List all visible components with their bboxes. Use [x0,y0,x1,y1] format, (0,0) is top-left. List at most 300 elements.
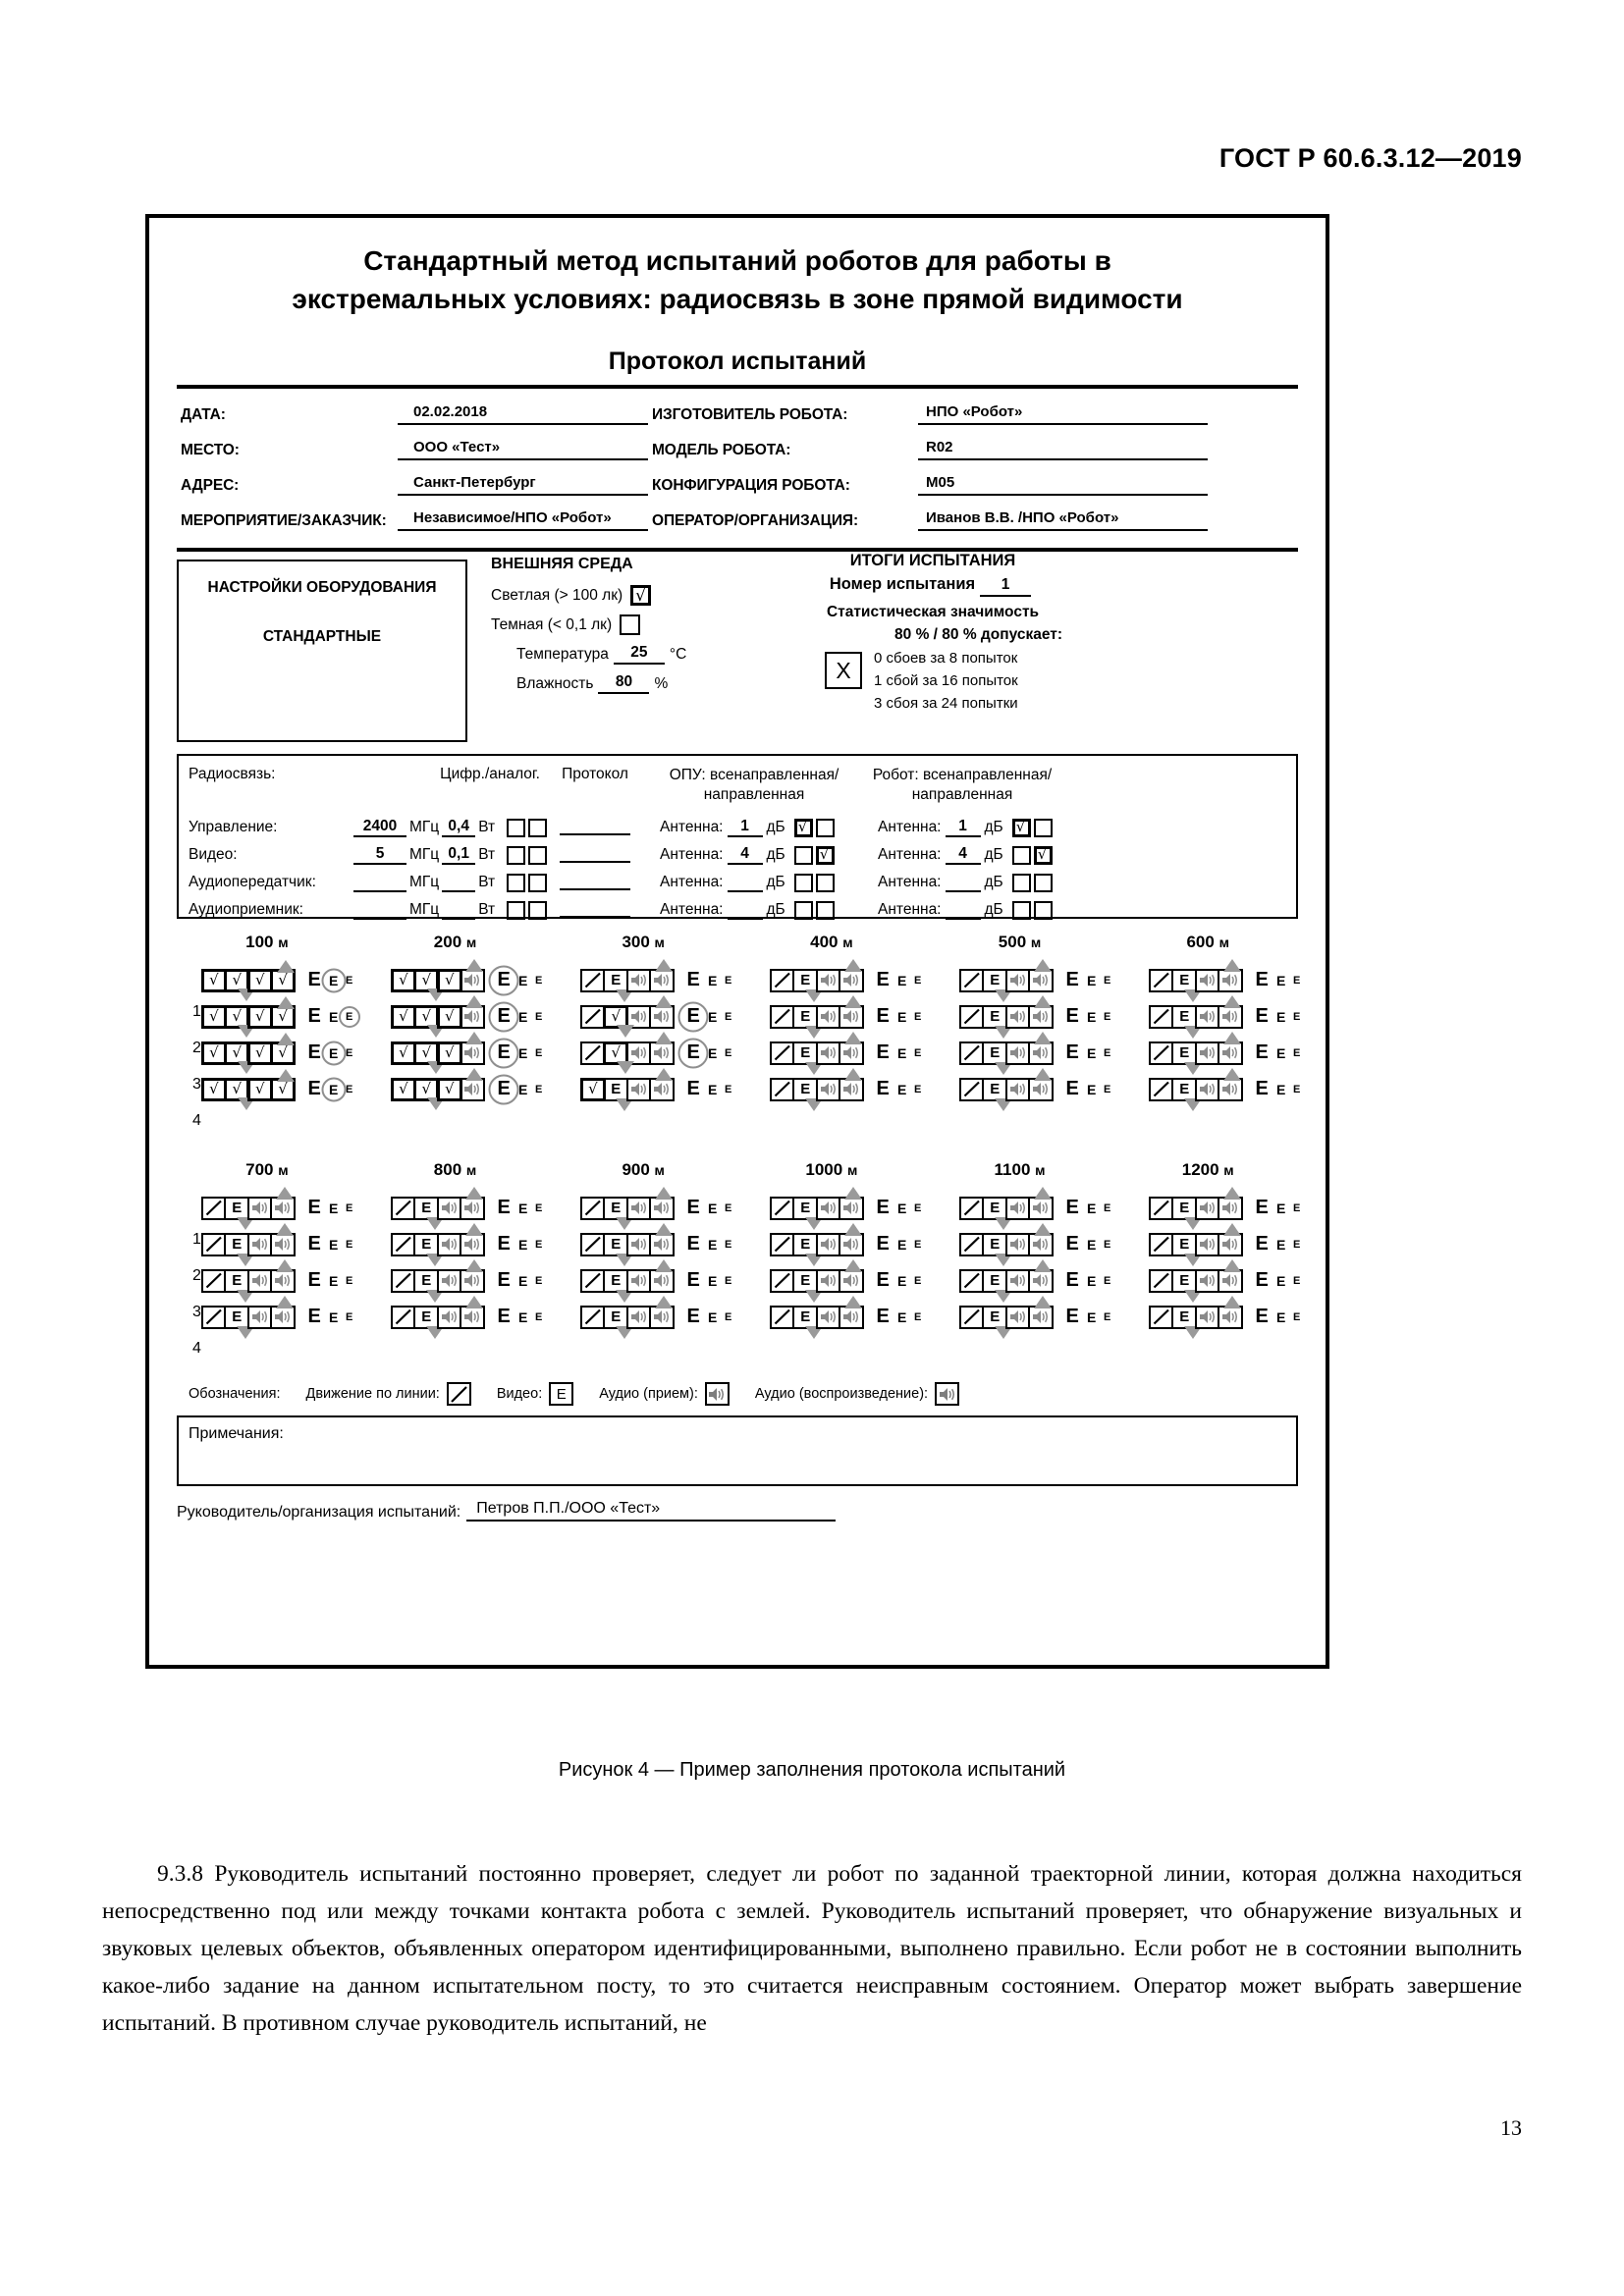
robot-antenna-gain[interactable]: 4 [946,845,981,865]
power-value[interactable]: 0,4 [442,818,475,837]
result-cell[interactable] [413,1041,439,1065]
result-cell[interactable] [201,1306,227,1329]
result-cell[interactable] [1218,1197,1243,1220]
result-cell[interactable] [247,1197,273,1220]
result-cell[interactable] [391,1269,416,1293]
field-value-robot-model[interactable]: R02 [918,439,1208,460]
result-cell[interactable] [201,1041,227,1065]
result-cell[interactable] [816,1197,841,1220]
e-mark: E [1275,1008,1286,1025]
result-cell[interactable] [792,1233,818,1256]
speaker-icon [653,1082,671,1096]
power-value[interactable] [442,900,475,920]
legend-line-seg [306,1382,471,1406]
result-cell[interactable] [1218,1269,1243,1293]
result-cell[interactable] [816,1078,841,1101]
result-cell[interactable] [816,969,841,992]
result-cell[interactable] [1028,1269,1054,1293]
result-cell[interactable] [1149,1041,1174,1065]
result-cell[interactable] [391,1041,416,1065]
result-cell[interactable] [1005,969,1031,992]
opu-antenna-type-pair [791,846,835,865]
result-row [201,1035,391,1071]
result-cell[interactable] [839,969,864,992]
result-cell[interactable] [1218,1005,1243,1029]
result-cell[interactable] [437,1269,462,1293]
e-mark: E [307,1197,321,1219]
result-cell[interactable] [201,1078,227,1101]
result-cell[interactable] [770,969,795,992]
result-row [770,1190,959,1226]
result-cell[interactable] [649,1041,675,1065]
result-cell[interactable] [770,1269,795,1293]
result-cell[interactable] [626,1306,652,1329]
opu-directional-checkbox[interactable]: √ [816,846,835,865]
result-cell[interactable] [580,1269,606,1293]
result-cell[interactable] [247,969,273,992]
result-cell[interactable] [1149,1078,1174,1101]
field-value-robot-config[interactable]: M05 [918,474,1208,496]
result-row [201,1071,391,1107]
radio-row-protocol[interactable] [540,847,650,863]
result-cell[interactable] [1005,1269,1031,1293]
result-cell[interactable] [649,969,675,992]
result-cell[interactable] [270,1269,296,1293]
result-cell[interactable] [959,1233,985,1256]
opu-antenna-gain[interactable] [728,900,763,920]
result-cell[interactable] [626,1197,652,1220]
result-cell[interactable] [770,1197,795,1220]
result-cell[interactable] [580,1005,606,1029]
result-cell[interactable] [1149,1197,1174,1220]
result-cell[interactable] [1171,1306,1197,1329]
environment-dark-checkbox[interactable] [620,614,640,635]
result-cell[interactable] [770,1041,795,1065]
analog-checkbox[interactable] [528,819,547,837]
result-cell[interactable] [270,969,296,992]
e-chart-marks [1062,1196,1135,1221]
robot-antenna-gain[interactable]: 1 [946,818,981,837]
speaker-icon [820,1009,838,1024]
frequency-value[interactable] [353,873,406,892]
result-cell[interactable] [603,1078,628,1101]
result-cell[interactable] [413,1078,439,1101]
field-value-event-client[interactable]: Независимое/НПО «Робот» [398,509,648,531]
result-cell[interactable] [247,1005,273,1029]
result-cell[interactable] [1005,1078,1031,1101]
frequency-value[interactable]: 2400 [353,818,406,837]
result-cell[interactable] [1195,1005,1220,1029]
result-cell[interactable] [460,969,485,992]
result-cell[interactable] [1195,1233,1220,1256]
result-cell[interactable] [792,1269,818,1293]
check-icon: √ [209,1043,219,1062]
result-cell[interactable] [224,1078,249,1101]
e-chart-marks [304,1004,377,1030]
result-cell[interactable] [1171,1269,1197,1293]
result-cell[interactable] [580,969,606,992]
e-mark: E [1103,1010,1111,1023]
field-value-date[interactable]: 02.02.2018 [398,403,648,425]
result-cell[interactable] [224,1269,249,1293]
result-cell[interactable] [413,1233,439,1256]
result-cell[interactable] [1005,1041,1031,1065]
result-cell[interactable] [816,1306,841,1329]
result-cell[interactable] [959,1041,985,1065]
result-cell[interactable] [839,1197,864,1220]
result-cell[interactable] [201,1269,227,1293]
result-cell[interactable] [224,1005,249,1029]
analog-checkbox[interactable] [528,901,547,920]
result-cell[interactable] [1028,1306,1054,1329]
video-e-icon [549,1382,573,1406]
field-value-address[interactable]: Санкт-Петербург [398,474,648,496]
distance-label-col [737,1160,926,1190]
result-cell[interactable] [1028,1041,1054,1065]
field-value-place[interactable]: ООО «Тест» [398,439,648,460]
e-chart-marks [873,1196,946,1221]
result-cell[interactable] [437,1197,462,1220]
result-cell[interactable] [649,1306,675,1329]
frequency-value[interactable]: 5 [353,845,406,865]
result-cell[interactable] [792,1197,818,1220]
result-cell[interactable] [437,1078,462,1101]
result-row [1149,1299,1338,1335]
result-cell[interactable] [247,1041,273,1065]
opu-omni-checkbox[interactable] [794,874,813,892]
distance-label: 700 м [245,1160,289,1180]
digital-checkbox[interactable] [507,901,525,920]
result-cell[interactable] [603,1233,628,1256]
result-cell[interactable] [391,1005,416,1029]
result-cell[interactable] [1218,1306,1243,1329]
result-cell[interactable] [649,1233,675,1256]
equipment-settings-box [177,560,467,742]
result-row [1149,1071,1338,1107]
result-cell[interactable] [413,1269,439,1293]
robot-directional-checkbox[interactable] [1034,819,1053,837]
e-chart-marks [683,1004,756,1030]
result-cell[interactable] [437,969,462,992]
result-cell[interactable] [1195,1041,1220,1065]
opu-directional-checkbox[interactable] [816,874,835,892]
result-cell[interactable] [626,1005,652,1029]
result-cell[interactable] [224,1197,249,1220]
result-cell[interactable] [1149,1269,1174,1293]
result-cell[interactable] [270,1005,296,1029]
opu-directional-checkbox[interactable] [816,901,835,920]
result-cell[interactable] [460,1041,485,1065]
result-cell[interactable] [1028,969,1054,992]
result-cell[interactable] [1218,969,1243,992]
analog-checkbox[interactable] [528,846,547,865]
result-cell[interactable] [1195,1197,1220,1220]
result-cell[interactable] [437,1041,462,1065]
result-cell[interactable] [959,1269,985,1293]
result-cell[interactable] [460,1078,485,1101]
result-cell[interactable] [1028,1197,1054,1220]
e-mark: E [1275,1200,1286,1216]
result-cell[interactable] [839,1005,864,1029]
result-cell[interactable] [270,1078,296,1101]
result-cell[interactable] [770,1233,795,1256]
result-cell[interactable] [982,1078,1007,1101]
results-selected-checkbox[interactable] [825,652,862,689]
speaker-icon [441,1309,459,1324]
result-cell[interactable] [959,1306,985,1329]
result-cell[interactable] [391,1306,416,1329]
result-cell[interactable] [1171,969,1197,992]
notes-box[interactable] [177,1415,1298,1486]
result-cell[interactable] [603,969,628,992]
result-cell[interactable] [959,969,985,992]
result-cell[interactable] [959,1078,985,1101]
results-trial-value[interactable]: 1 [980,576,1031,597]
result-cell[interactable] [816,1269,841,1293]
result-cell[interactable] [1028,1233,1054,1256]
result-cell[interactable] [224,1233,249,1256]
result-cell[interactable] [982,1233,1007,1256]
result-cell[interactable] [603,1197,628,1220]
result-cell[interactable] [626,1041,652,1065]
result-cell[interactable] [839,1078,864,1101]
result-cell[interactable] [792,1005,818,1029]
result-cell[interactable] [982,1005,1007,1029]
speaker-icon [463,1201,481,1215]
result-cell[interactable] [1171,1233,1197,1256]
result-cell[interactable] [982,969,1007,992]
e-mark: E [913,1310,922,1323]
result-cell[interactable] [1149,1306,1174,1329]
result-cell[interactable] [1218,1078,1243,1101]
result-cell[interactable] [770,1078,795,1101]
result-row [580,1071,770,1107]
result-cell[interactable] [460,1005,485,1029]
robot-omni-checkbox[interactable] [1012,874,1031,892]
result-cell[interactable] [413,969,439,992]
e-mark: E [724,1238,732,1251]
digital-checkbox[interactable] [507,819,525,837]
e-chart-marks [494,1041,567,1066]
result-cell[interactable] [580,1233,606,1256]
frequency-value[interactable] [353,900,406,920]
result-cell[interactable] [770,1005,795,1029]
result-cell[interactable] [201,969,227,992]
radio-row-protocol[interactable] [540,875,650,890]
result-cell[interactable] [792,1041,818,1065]
environment-humidity-value[interactable]: 80 [598,673,649,694]
result-cell[interactable] [1195,1078,1220,1101]
robot-omni-checkbox[interactable]: √ [1012,819,1031,837]
e-mark: E [1255,969,1269,991]
result-cell[interactable] [247,1269,273,1293]
opu-omni-checkbox[interactable] [794,901,813,920]
letter-e-icon: E [800,1044,811,1062]
result-cell[interactable] [1149,1005,1174,1029]
result-cell[interactable] [816,1233,841,1256]
e-mark: E [534,1010,543,1023]
robot-antenna-gain[interactable] [946,873,981,892]
result-cell[interactable] [1028,1078,1054,1101]
result-cell[interactable] [816,1041,841,1065]
result-cell[interactable] [437,1233,462,1256]
robot-antenna-cell [868,900,1086,920]
result-cell[interactable] [580,1078,606,1101]
robot-omni-checkbox[interactable] [1012,901,1031,920]
result-cell[interactable] [580,1041,606,1065]
result-cell[interactable] [626,1078,652,1101]
e-mark: E [724,1083,732,1095]
result-cell[interactable] [649,1269,675,1293]
opu-antenna-gain[interactable]: 1 [728,818,763,837]
result-cell[interactable] [626,969,652,992]
opu-antenna-gain[interactable] [728,873,763,892]
digital-checkbox[interactable] [507,874,525,892]
result-cell[interactable] [982,1197,1007,1220]
result-cell[interactable] [1171,1005,1197,1029]
result-cell[interactable] [391,1233,416,1256]
result-row [1149,1262,1338,1299]
result-cell[interactable] [413,1306,439,1329]
result-cell[interactable] [603,1269,628,1293]
e-mark: E [896,1200,907,1216]
result-cell[interactable] [626,1233,652,1256]
result-cell[interactable] [1218,1041,1243,1065]
result-cell[interactable] [391,1078,416,1101]
result-cell[interactable] [437,1306,462,1329]
letter-e-icon: E [990,1044,1001,1062]
result-cell[interactable] [247,1233,273,1256]
speaker-icon [1199,973,1217,988]
result-cell[interactable] [839,1306,864,1329]
result-cell[interactable] [580,1197,606,1220]
robot-directional-checkbox[interactable] [1034,901,1053,920]
result-cell[interactable] [839,1233,864,1256]
result-cell[interactable] [413,1005,439,1029]
result-cell[interactable] [460,1197,485,1220]
result-row [959,998,1149,1035]
result-cell[interactable] [649,1078,675,1101]
result-cell[interactable] [460,1233,485,1256]
result-cell[interactable] [224,1041,249,1065]
result-cell[interactable] [391,969,416,992]
result-cell[interactable] [649,1005,675,1029]
result-cell[interactable] [603,1306,628,1329]
power-value[interactable]: 0,1 [442,845,475,865]
environment-light-checkbox[interactable] [630,585,651,606]
result-cell[interactable] [626,1269,652,1293]
result-cell[interactable] [1171,1197,1197,1220]
result-cell[interactable] [959,1197,985,1220]
result-cell[interactable] [201,1005,227,1029]
radio-row-protocol[interactable] [540,902,650,918]
e-chart-marks [1062,1305,1135,1330]
result-cell[interactable] [247,1078,273,1101]
robot-directional-checkbox[interactable] [1034,874,1053,892]
result-cell[interactable] [959,1005,985,1029]
result-cell[interactable] [1171,1041,1197,1065]
result-cell[interactable] [460,1269,485,1293]
result-cell[interactable] [792,1078,818,1101]
result-cell[interactable] [1005,1005,1031,1029]
speaker-icon [1032,1009,1050,1024]
result-cell[interactable] [1005,1233,1031,1256]
result-cell[interactable] [649,1197,675,1220]
field-label-date: ДАТА: [181,406,226,424]
result-cell[interactable] [603,1041,628,1065]
result-cell[interactable] [1149,1233,1174,1256]
distance-grid-lower [173,1160,1302,1366]
result-cell[interactable] [792,1306,818,1329]
robot-omni-checkbox[interactable] [1012,846,1031,865]
result-cell[interactable] [224,969,249,992]
result-cell[interactable] [247,1306,273,1329]
robot-directional-checkbox[interactable]: √ [1034,846,1053,865]
field-value-operator-org[interactable]: Иванов В.В. /НПО «Робот» [918,509,1208,531]
result-cell[interactable] [1195,1269,1220,1293]
result-cell[interactable] [982,1269,1007,1293]
result-cell[interactable] [816,1005,841,1029]
field-value-manufacturer[interactable]: НПО «Робот» [918,403,1208,425]
result-cell[interactable] [982,1041,1007,1065]
line-movement-icon [1153,1008,1170,1025]
result-cell[interactable] [201,1233,227,1256]
result-cell[interactable] [270,1197,296,1220]
radio-row-protocol[interactable] [540,820,650,835]
legend-video-seg [497,1382,573,1406]
result-cell[interactable] [770,1306,795,1329]
environment-temperature-value[interactable]: 25 [614,644,665,665]
result-cell[interactable] [603,1005,628,1029]
result-cell[interactable] [1195,969,1220,992]
e-mark: E [896,1308,907,1325]
e-mark: E [307,1005,321,1028]
robot-antenna-gain[interactable] [946,900,981,920]
result-cell[interactable] [270,1306,296,1329]
result-cell[interactable] [792,969,818,992]
result-cell[interactable] [460,1306,485,1329]
opu-omni-checkbox[interactable] [794,846,813,865]
analog-checkbox[interactable] [528,874,547,892]
opu-omni-checkbox[interactable]: √ [794,819,813,837]
opu-directional-checkbox[interactable] [816,819,835,837]
digital-checkbox[interactable] [507,846,525,865]
result-row [770,1071,959,1107]
result-cell[interactable] [1028,1005,1054,1029]
result-cell[interactable] [1195,1306,1220,1329]
result-cell[interactable] [270,1233,296,1256]
result-cell[interactable] [1149,969,1174,992]
result-cell[interactable] [580,1306,606,1329]
result-cell[interactable] [1218,1233,1243,1256]
speaker-icon [1199,1273,1217,1288]
result-cell[interactable] [1005,1197,1031,1220]
power-value[interactable] [442,873,475,892]
result-cell[interactable] [201,1197,227,1220]
result-cell[interactable] [270,1041,296,1065]
result-cell[interactable] [839,1269,864,1293]
result-cell[interactable] [839,1041,864,1065]
result-cell[interactable] [224,1306,249,1329]
opu-antenna-gain[interactable]: 4 [728,845,763,865]
result-cell[interactable] [437,1005,462,1029]
result-cell[interactable] [1005,1306,1031,1329]
result-cell[interactable] [413,1197,439,1220]
result-cell[interactable] [982,1306,1007,1329]
result-cell[interactable] [1171,1078,1197,1101]
test-leader-value[interactable]: Петров П.П./ООО «Тест» [466,1500,836,1522]
result-cell[interactable] [391,1197,416,1220]
